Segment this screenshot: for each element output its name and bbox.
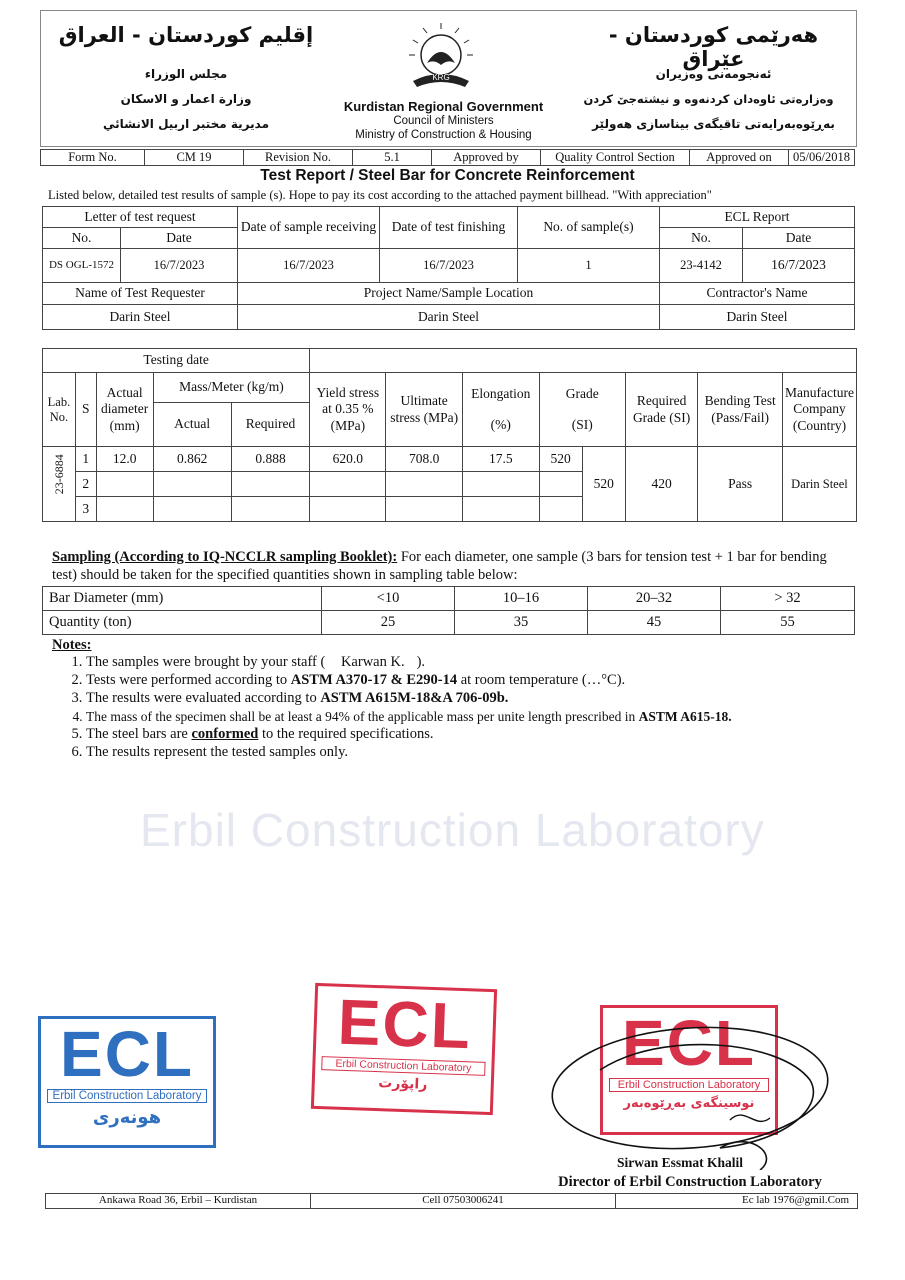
row-ultimate bbox=[386, 472, 462, 497]
row-mass-required: 0.888 bbox=[231, 447, 309, 472]
mass-header: Mass/Meter (kg/m) bbox=[153, 373, 310, 403]
approved-on-label: Approved on bbox=[690, 150, 789, 166]
notes-heading: Notes: bbox=[52, 637, 92, 653]
approved-by-label: Approved by bbox=[432, 150, 541, 166]
ku-right-line-1: ئەنجومەنی وەزیران bbox=[655, 67, 772, 81]
lab-no-header: Lab. No. bbox=[43, 373, 76, 447]
quantity-1: 25 bbox=[322, 611, 455, 635]
grade-merged: 520 bbox=[582, 447, 625, 522]
row-mass-required bbox=[231, 472, 309, 497]
note-6: 6. The results represent the tested samples only. bbox=[86, 744, 856, 761]
testing-date-header: Testing date bbox=[43, 349, 310, 373]
elongation-label: Elongation bbox=[471, 386, 531, 402]
mass-required-header: Required bbox=[231, 403, 309, 447]
signature bbox=[540, 1007, 840, 1170]
grade-unit: (SI) bbox=[571, 416, 593, 432]
ecl-no-header: No. bbox=[660, 228, 743, 249]
diameter-4: > 32 bbox=[721, 587, 855, 611]
sampling-heading: Sampling (According to IQ-NCCLR sampling Booklet): bbox=[52, 549, 398, 565]
quantity-4: 55 bbox=[721, 611, 855, 635]
blue-stamp-name: Erbil Construction Laboratory bbox=[47, 1089, 207, 1103]
lab-no: 23-6884 bbox=[51, 453, 66, 494]
row-mass-actual bbox=[153, 472, 231, 497]
diameter-row-label: Bar Diameter (mm) bbox=[43, 587, 322, 611]
row-ultimate bbox=[386, 497, 462, 522]
director-stamp-ku: نوسینگەی بەڕێوەبەر bbox=[623, 1096, 755, 1111]
row-grade bbox=[539, 472, 582, 497]
project-header: Project Name/Sample Location bbox=[238, 283, 660, 305]
note-4: 4. The mass of the specimen shall be at least a 94% of the applicable mass per unite length prescribed in ASTM A615-18. bbox=[86, 708, 856, 725]
ministry-name: Ministry of Construction & Housing bbox=[355, 129, 532, 141]
mass-actual-header: Actual bbox=[153, 403, 231, 447]
footer-email: Ec lab 1976@gmil.Com bbox=[616, 1194, 858, 1209]
blue-stamp-logo: ECL bbox=[60, 1018, 194, 1090]
note-1: 1. The samples were brought by your staff ( Karwan K. ). bbox=[86, 654, 856, 671]
red-stamp-ku: راپۆرت bbox=[377, 1075, 428, 1093]
row-grade bbox=[539, 497, 582, 522]
quantity-row-label: Quantity (ton) bbox=[43, 611, 322, 635]
grade-label: Grade bbox=[565, 386, 599, 402]
red-stamp-name: Erbil Construction Laboratory bbox=[321, 1056, 485, 1076]
approved-by: Quality Control Section bbox=[541, 150, 690, 166]
revision-value: 5.1 bbox=[353, 150, 432, 166]
yield-header: Yield stress at 0.35 % (MPa) bbox=[310, 373, 386, 447]
gov-name: Kurdistan Regional Government bbox=[343, 99, 544, 114]
form-no: CM 19 bbox=[145, 150, 244, 166]
row-diameter bbox=[96, 472, 153, 497]
logo-label: KRG bbox=[432, 73, 450, 82]
requester-name: Darin Steel bbox=[43, 305, 238, 330]
signatory-title: Director of Erbil Construction Laboratory bbox=[558, 1174, 822, 1190]
row-mass-actual bbox=[153, 497, 231, 522]
diameter-1: <10 bbox=[322, 587, 455, 611]
results-table bbox=[42, 348, 857, 522]
footer-cell: Cell 07503006241 bbox=[311, 1194, 616, 1209]
header bbox=[40, 10, 857, 147]
quantity-2: 35 bbox=[455, 611, 588, 635]
project-name: Darin Steel bbox=[238, 305, 660, 330]
quantity-3: 45 bbox=[588, 611, 721, 635]
diameter-2: 10–16 bbox=[455, 587, 588, 611]
note-5: 5. The steel bars are conformed to the required specifications. bbox=[86, 726, 856, 743]
row-s: 2 bbox=[75, 472, 96, 497]
form-no-label: Form No. bbox=[41, 150, 145, 166]
row-diameter: 12.0 bbox=[96, 447, 153, 472]
finishing-date: 16/7/2023 bbox=[380, 249, 518, 283]
note-2: 2. Tests were performed according to ASTM A370-17 & E290-14 at room temperature (…°C). bbox=[86, 672, 856, 689]
row-yield bbox=[310, 497, 386, 522]
row-s: 1 bbox=[75, 447, 96, 472]
ar-left-line-2: وزارة اعمار و الاسكان bbox=[120, 92, 252, 106]
row-s: 3 bbox=[75, 497, 96, 522]
row-diameter bbox=[96, 497, 153, 522]
page-title: Test Report / Steel Bar for Concrete Reinforcement bbox=[260, 167, 635, 184]
contractor-name: Darin Steel bbox=[660, 305, 855, 330]
intro-text: Listed below, detailed test results of sample (s). Hope to pay its cost according to the attached payment billhead. "With appreciation" bbox=[48, 188, 712, 202]
footer-address: Ankawa Road 36, Erbil – Kurdistan bbox=[46, 1194, 311, 1209]
ku-right-title: هەرێمی کوردستان - عێراق bbox=[608, 23, 819, 71]
sample-count: 1 bbox=[518, 249, 660, 283]
row-mass-required bbox=[231, 497, 309, 522]
ecl-date: 16/7/2023 bbox=[743, 249, 855, 283]
req-date-header: Date bbox=[121, 228, 238, 249]
ar-left-title: إقليم كوردستان - العراق bbox=[58, 23, 314, 47]
contractor-header: Contractor's Name bbox=[660, 283, 855, 305]
ecl-report-header: ECL Report bbox=[660, 207, 855, 228]
required-grade-header: Required Grade (SI) bbox=[625, 373, 698, 447]
sampling-table bbox=[42, 586, 855, 635]
krg-logo bbox=[393, 19, 489, 101]
ku-right-line-3: بەڕێوەبەرایەتی تاقیگەی بیناسازی هەولێر bbox=[592, 117, 835, 131]
signatory-name: Sirwan Essmat Khalil bbox=[616, 1155, 744, 1170]
council-name: Council of Ministers bbox=[393, 115, 494, 127]
form-info-bar bbox=[40, 149, 855, 166]
receiving-header: Date of sample receiving bbox=[238, 207, 380, 249]
ku-right-line-2: وەزارەتی ئاوەدان کردنەوە و نیشتەجێ کردن bbox=[583, 92, 834, 106]
approved-on: 05/06/2018 bbox=[789, 150, 855, 166]
sampling-paragraph bbox=[52, 548, 852, 584]
testing-date-value bbox=[310, 349, 857, 373]
finishing-header: Date of test finishing bbox=[380, 207, 518, 249]
bending-result: Pass bbox=[698, 447, 783, 522]
samples-header: No. of sample(s) bbox=[518, 207, 660, 249]
diameter-header: Actual diameter (mm) bbox=[96, 373, 153, 447]
manufacturer: Darin Steel bbox=[782, 447, 856, 522]
footer-bar bbox=[45, 1193, 858, 1209]
ultimate-header: Ultimate stress (MPa) bbox=[386, 373, 462, 447]
lab-no-cell bbox=[43, 447, 76, 522]
grade-header bbox=[539, 373, 625, 447]
sampling-text: For each diameter, one sample (3 bars for tension test + 1 bar for bending test) should be taken for the specified quantities shown in sampling table below: bbox=[52, 549, 827, 583]
blue-stamp bbox=[38, 1016, 216, 1148]
bending-header: Bending Test (Pass/Fail) bbox=[698, 373, 783, 447]
director-stamp-logo: ECL bbox=[622, 1007, 756, 1079]
ecl-date-header: Date bbox=[743, 228, 855, 249]
elongation-unit: (%) bbox=[490, 416, 511, 432]
row-yield: 620.0 bbox=[310, 447, 386, 472]
s-header: S bbox=[75, 373, 96, 447]
ar-left-line-3: مديرية مختبر اربيل الانشائي bbox=[102, 117, 270, 131]
request-table bbox=[42, 206, 855, 330]
req-date: 16/7/2023 bbox=[121, 249, 238, 283]
notes-list bbox=[50, 654, 856, 762]
manufacturer-header: Manufacture Company (Country) bbox=[782, 373, 856, 447]
ecl-no: 23-4142 bbox=[660, 249, 743, 283]
red-stamp bbox=[311, 983, 497, 1115]
row-elongation bbox=[462, 472, 539, 497]
note-3: 3. The results were evaluated according to ASTM A615M-18&A 706-09b. bbox=[86, 690, 856, 707]
receiving-date: 16/7/2023 bbox=[238, 249, 380, 283]
elongation-header bbox=[462, 373, 539, 447]
row-elongation bbox=[462, 497, 539, 522]
req-no: DS OGL-1572 bbox=[43, 249, 121, 283]
requester-header: Name of Test Requester bbox=[43, 283, 238, 305]
red-stamp-logo: ECL bbox=[336, 985, 474, 1063]
revision-label: Revision No. bbox=[244, 150, 353, 166]
director-stamp-name: Erbil Construction Laboratory bbox=[609, 1078, 769, 1092]
required-grade: 420 bbox=[625, 447, 698, 522]
letter-request-header: Letter of test request bbox=[43, 207, 238, 228]
req-no-header: No. bbox=[43, 228, 121, 249]
watermark-text: Erbil Construction Laboratory bbox=[140, 804, 765, 856]
row-yield bbox=[310, 472, 386, 497]
row-grade: 520 bbox=[539, 447, 582, 472]
row-mass-actual: 0.862 bbox=[153, 447, 231, 472]
blue-stamp-ku: هونەری bbox=[92, 1107, 162, 1128]
ar-left-line-1: مجلس الوزراء bbox=[144, 67, 228, 81]
diameter-3: 20–32 bbox=[588, 587, 721, 611]
row-elongation: 17.5 bbox=[462, 447, 539, 472]
row-ultimate: 708.0 bbox=[386, 447, 462, 472]
